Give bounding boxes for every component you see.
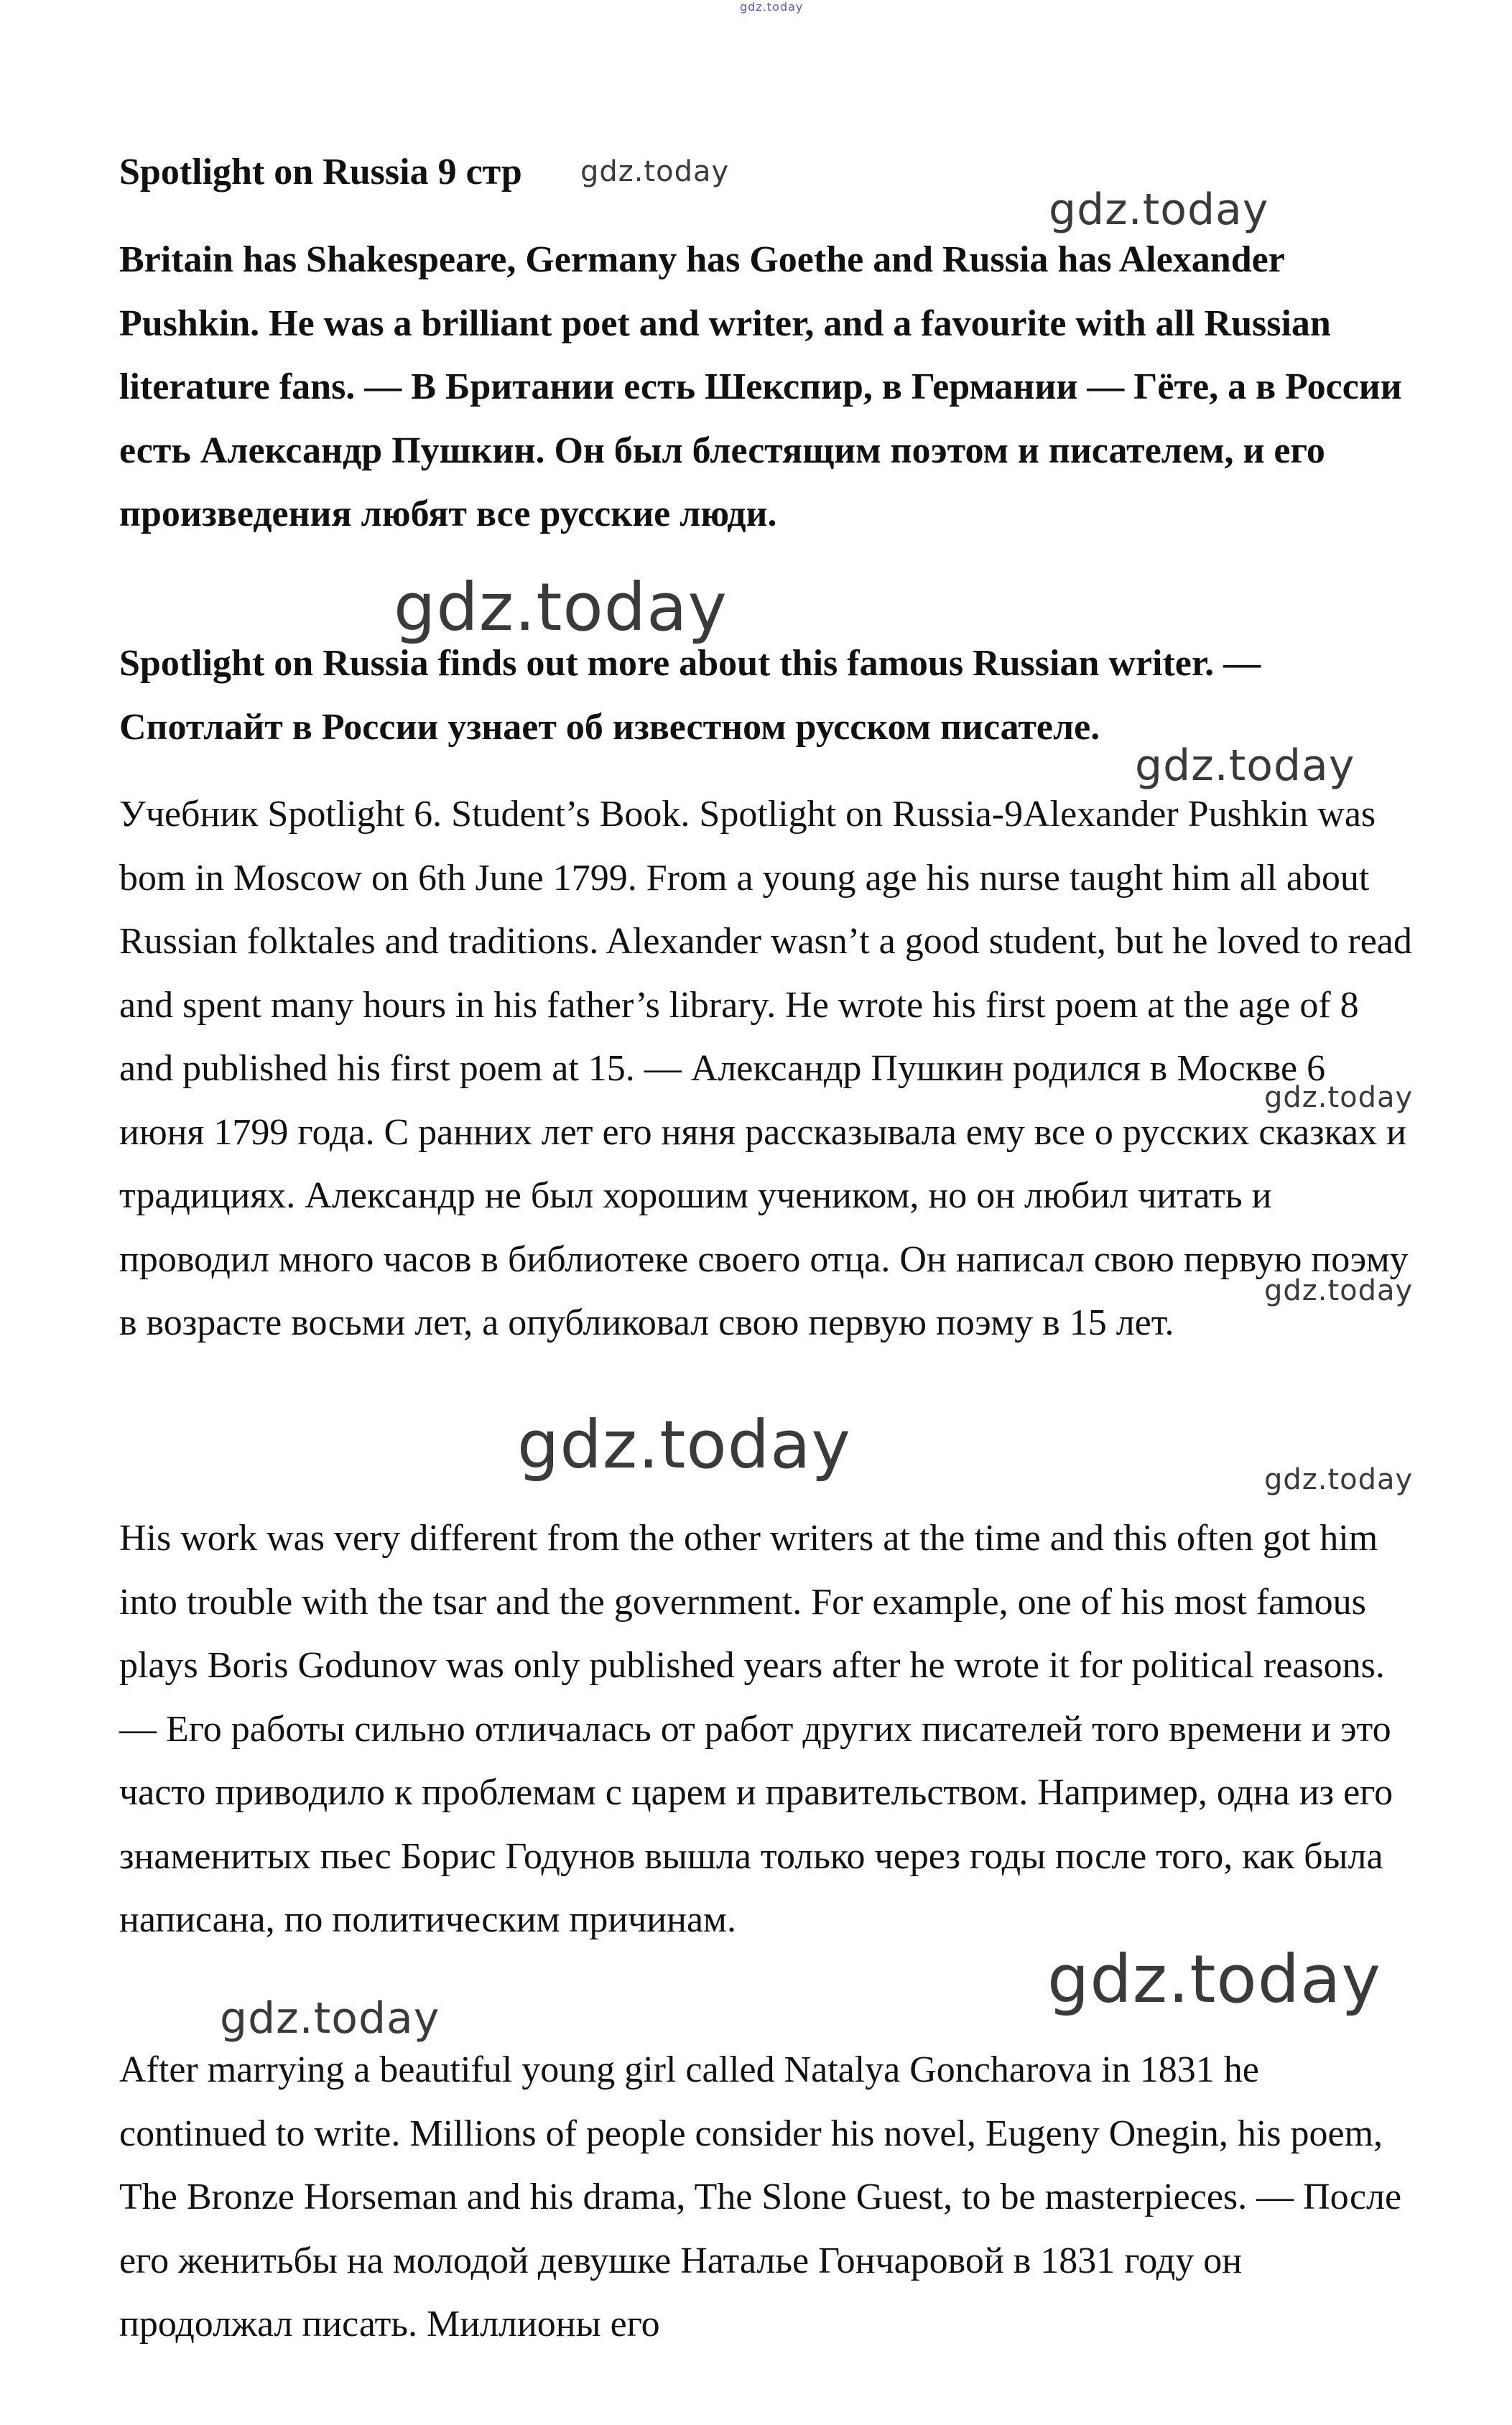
watermark: gdz.today (1049, 185, 1269, 235)
intro-paragraph-2: Spotlight on Russia finds out more about this famous Russian writer. — Спотлайт в России узнает об известном русском писателе. (119, 643, 1261, 748)
watermark: gdz.today (1135, 741, 1355, 791)
watermark: gdz.today (517, 1406, 851, 1483)
watermark: gdz.today (1264, 1274, 1414, 1307)
watermark: gdz.today (1264, 1463, 1414, 1496)
watermark: gdz.today (1264, 1081, 1414, 1114)
watermark: gdz.today (220, 1993, 440, 2044)
intro-paragraph: Britain has Shakespeare, Germany has Goethe and Russia has Alexander Pushkin. He was a brilliant poet and writer, and a favourite with all Russian literature fans. — В Британии есть Шекспир, в Германии — Гёте, а в России есть Александр Пушкин. Он был блестящим поэтом и писателем, и его произведения любят все русские люди. (119, 239, 1402, 534)
paragraph-3: After marrying a beautiful young girl called Natalya Goncharova in 1831 he continued to write. Millions of people consider his novel, Eugeny Onegin, his poem, The Bronze Horseman and his drama, The Slone Guest, to be masterpieces. — После его женитьбы на молодой девушке Наталье Гончаровой в 1831 году он продолжал писать. Миллионы его (119, 2049, 1402, 2345)
page-title: Spotlight on Russia 9 стр (119, 152, 522, 193)
watermark-top: gdz.today (740, 0, 804, 14)
watermark: gdz.today (580, 155, 730, 188)
watermark: gdz.today (1047, 1941, 1381, 2018)
paragraph-2: His work was very different from the other writers at the time and this often got him into trouble with the tsar and the government. For example, one of his most famous plays Boris Godunov was only published years after he wrote it for political reasons. — Его работы сильно отличалась от работ других писателей того времени и это часто приводило к проблемам с царем и правительством. Например, одна из его знаменитых пьес Борис Годунов вышла только через годы после того, как была написана, по политическим причинам. (119, 1518, 1393, 1940)
paragraph-1: Учебник Spotlight 6. Student’s Book. Spotlight on Russia-9Alexander Pushkin was bom in Moscow on 6th June 1799. From a young age his nurse taught him all about Russian folktales and traditions. Alexander wasn’t a good student, but he loved to read and spent many hours in his father’s library. He wrote his first poem at the age of 8 and published his first poem at 15. — Александр Пушкин родился в Москве 6 июня 1799 года. С ранних лет его няня рассказывала ему все о русских сказках и традициях. Александр не был хорошим учеником, но он любил читать и проводил много часов в библиотеке своего отца. Он написал свою первую поэму в возрасте восьми лет, а опубликовал свою первую поэму в 15 лет. (119, 794, 1412, 1343)
watermark: gdz.today (394, 569, 728, 646)
